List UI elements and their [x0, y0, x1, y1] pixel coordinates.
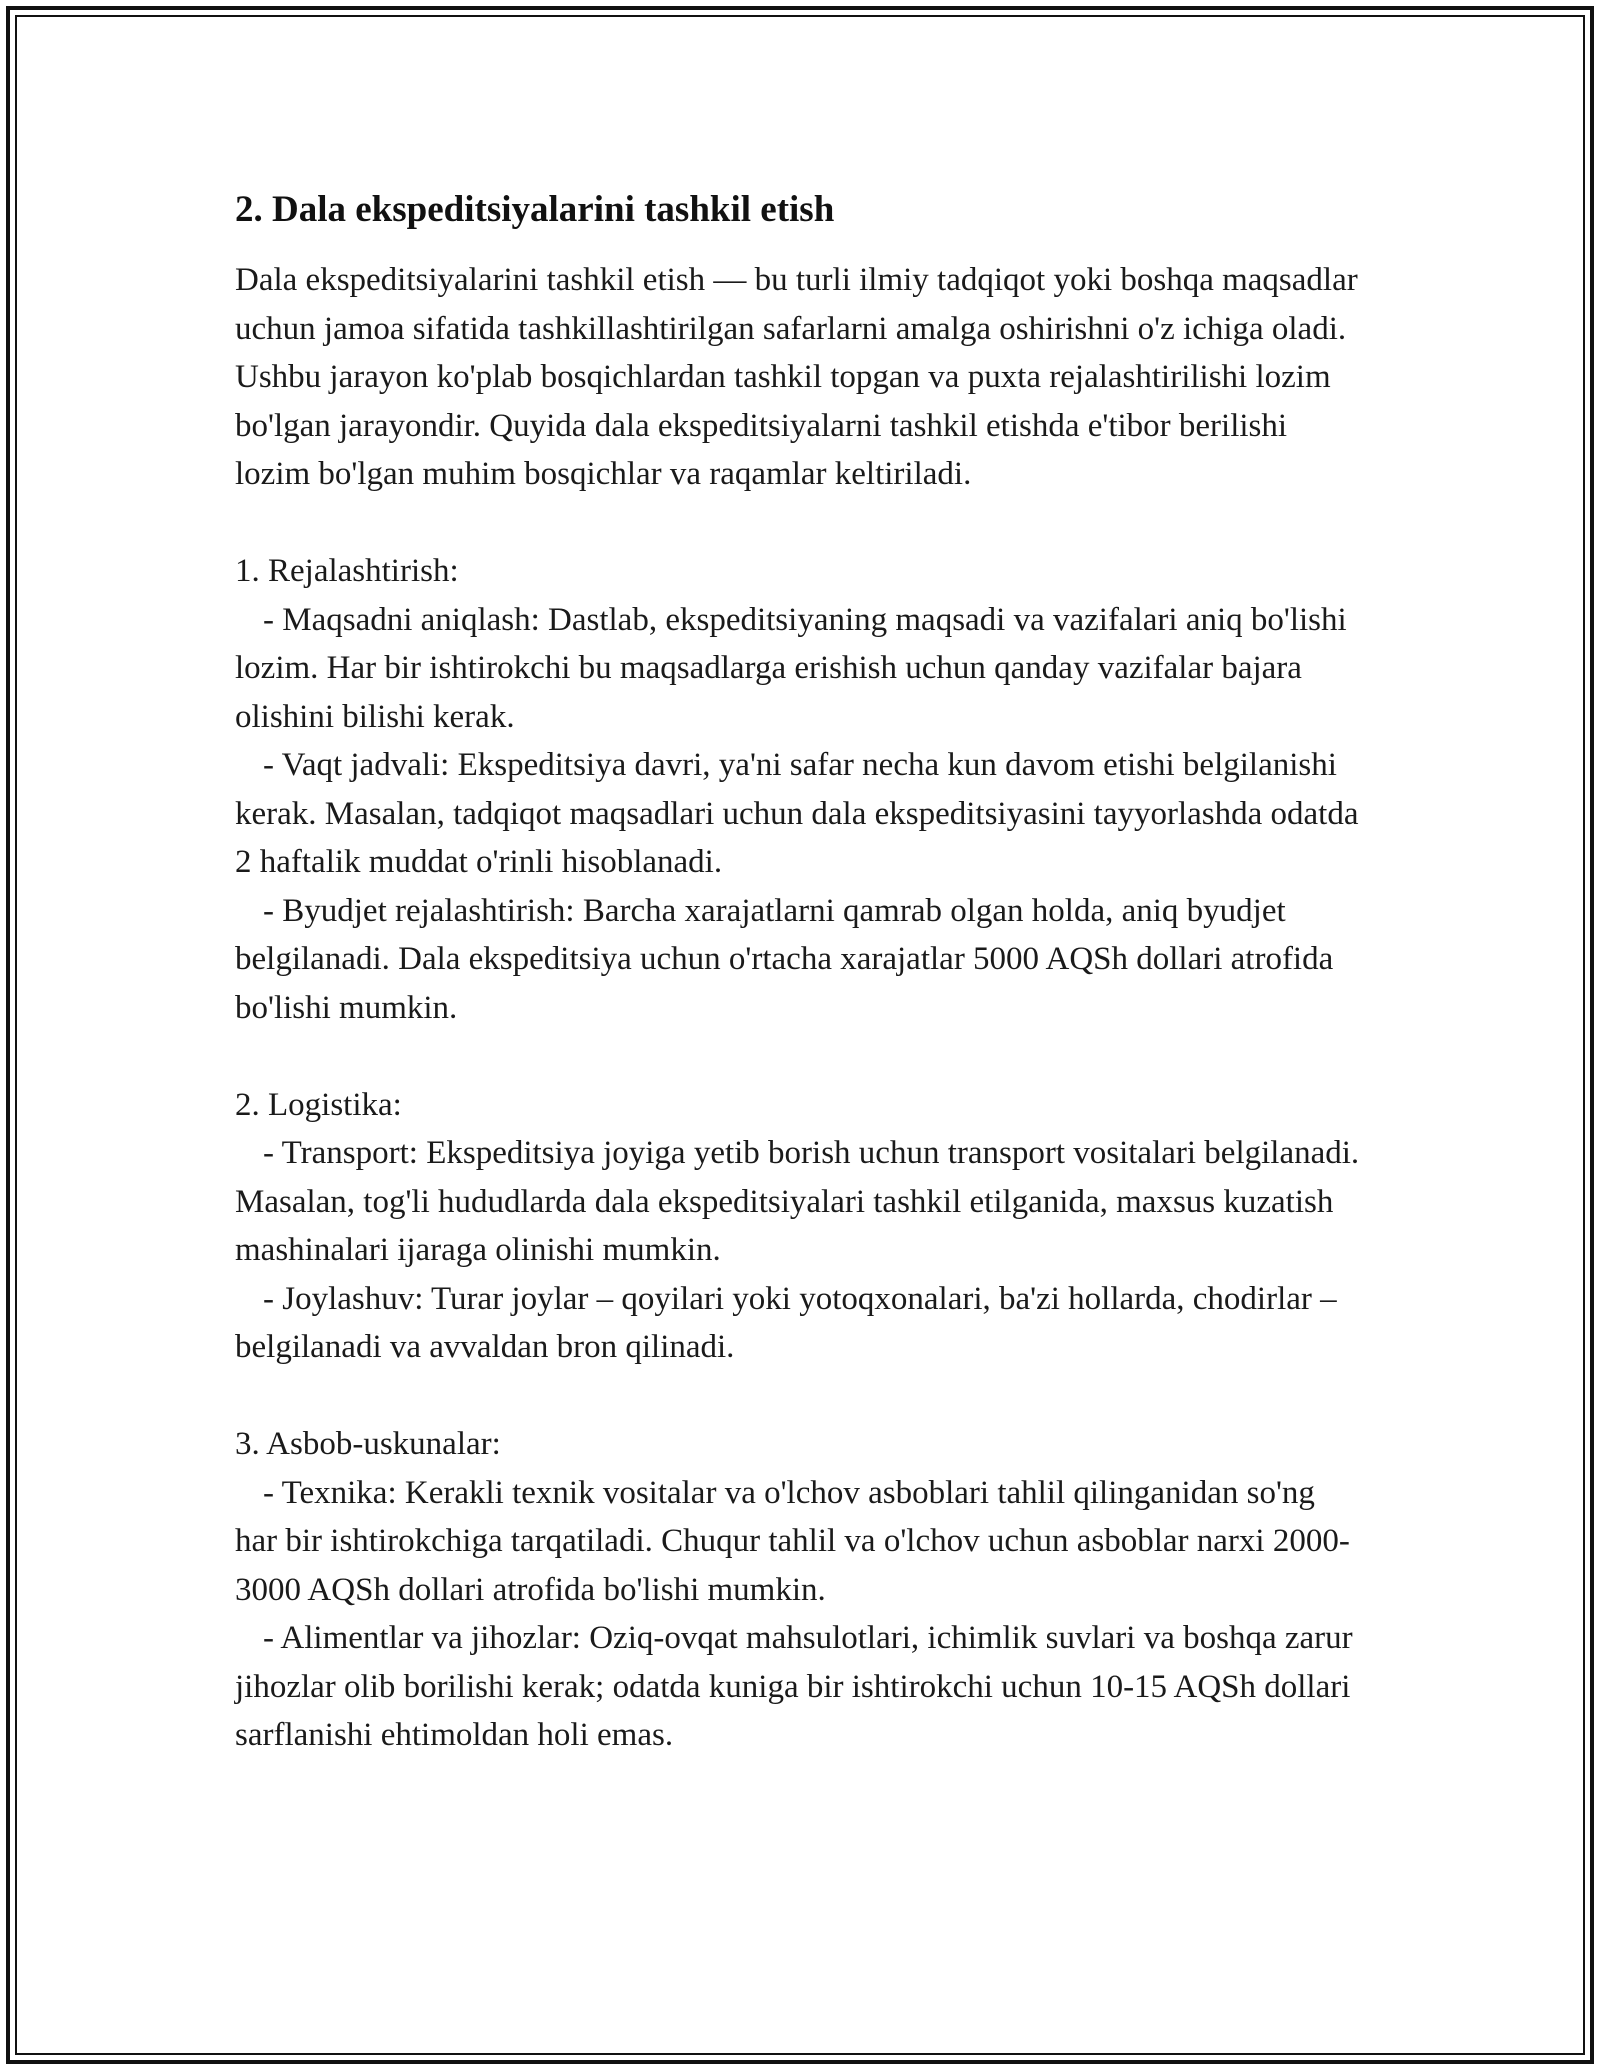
spacer: [235, 1032, 1365, 1081]
intro-paragraph: Dala ekspeditsiyalarini tashkil etish — bu turli ilmiy tadqiqot yoki boshqa maqsadlar uchun jamoa sifatida tashkillashtirilgan safarlarni amalga oshirishni o'z ichiga oladi. Ushbu jarayon ko'plab bosqichlardan tashkil topgan va puxta rejalashtirilishi lozim bo'lgan jarayondir. Quyida dala ekspeditsiyalarni tashkil etishda e'tibor berilishi lozim bo'lgan muhim bosqichlar va raqamlar keltiriladi.: [235, 262, 1358, 492]
list-item: - Byudjet rejalashtirish: Barcha xarajatlarni qamrab olgan holda, aniq byudjet belgilanadi. Dala ekspeditsiya uchun o'rtacha xarajatlar 5000 AQSh dollari atrofida bo'lishi mumkin.: [235, 892, 1334, 1026]
spacer: [235, 499, 1365, 548]
section-logistika: [235, 1081, 1365, 1372]
section-asbob-uskunalar: [235, 1420, 1365, 1760]
list-item: - Joylashuv: Turar joylar – qoyilari yoki yotoqxonalari, ba'zi hollarda, chodirlar – belgilanadi va avvaldan bron qilinadi.: [235, 1280, 1337, 1365]
document-body: [235, 186, 1365, 1760]
section-title: 1. Rejalashtirish:: [235, 553, 459, 589]
list-item: - Alimentlar va jihozlar: Oziq-ovqat mahsulotlari, ichimlik suvlari va boshqa zarur jihozlar olib borilishi kerak; odatda kuniga bir ishtirokchi uchun 10-15 AQSh dollari sarflanishi ehtimoldan holi emas.: [235, 1620, 1353, 1753]
section-heading: 2. Dala ekspeditsiyalarini tashkil etish: [235, 189, 835, 230]
section-title: 2. Logistika:: [235, 1086, 402, 1123]
section-rejalashtirish: [235, 547, 1365, 1032]
section-title: 3. Asbob-uskunalar:: [235, 1426, 501, 1462]
spacer: [235, 1372, 1365, 1421]
list-item: - Vaqt jadvali: Ekspeditsiya davri, ya'ni safar necha kun davom etishi belgilanishi kerak. Masalan, tadqiqot maqsadlari uchun dala ekspeditsiyasini tayyorlashda odatda 2 haftalik muddat o'rinli hisoblanadi.: [235, 747, 1359, 880]
list-item: - Texnika: Kerakli texnik vositalar va o'lchov asboblari tahlil qilinganidan so'ng har bir ishtirokchiga tarqatiladi. Chuqur tahlil va o'lchov uchun asboblar narxi 2000-3000 AQSh dollari atrofida bo'lishi mumkin.: [235, 1474, 1350, 1608]
list-item: - Maqsadni aniqlash: Dastlab, ekspeditsiyaning maqsadi va vazifalari aniq bo'lishi lozim. Har bir ishtirokchi bu maqsadlarga erishish uchun qanday vazifalar bajara olishini bilishi kerak.: [235, 601, 1347, 735]
list-item: - Transport: Ekspeditsiya joyiga yetib borish uchun transport vositalari belgilanadi. Masalan, tog'li hududlarda dala ekspeditsiyalari tashkil etilganida, maxsus kuzatish mashinalari ijaraga olinishi mumkin.: [235, 1135, 1360, 1268]
